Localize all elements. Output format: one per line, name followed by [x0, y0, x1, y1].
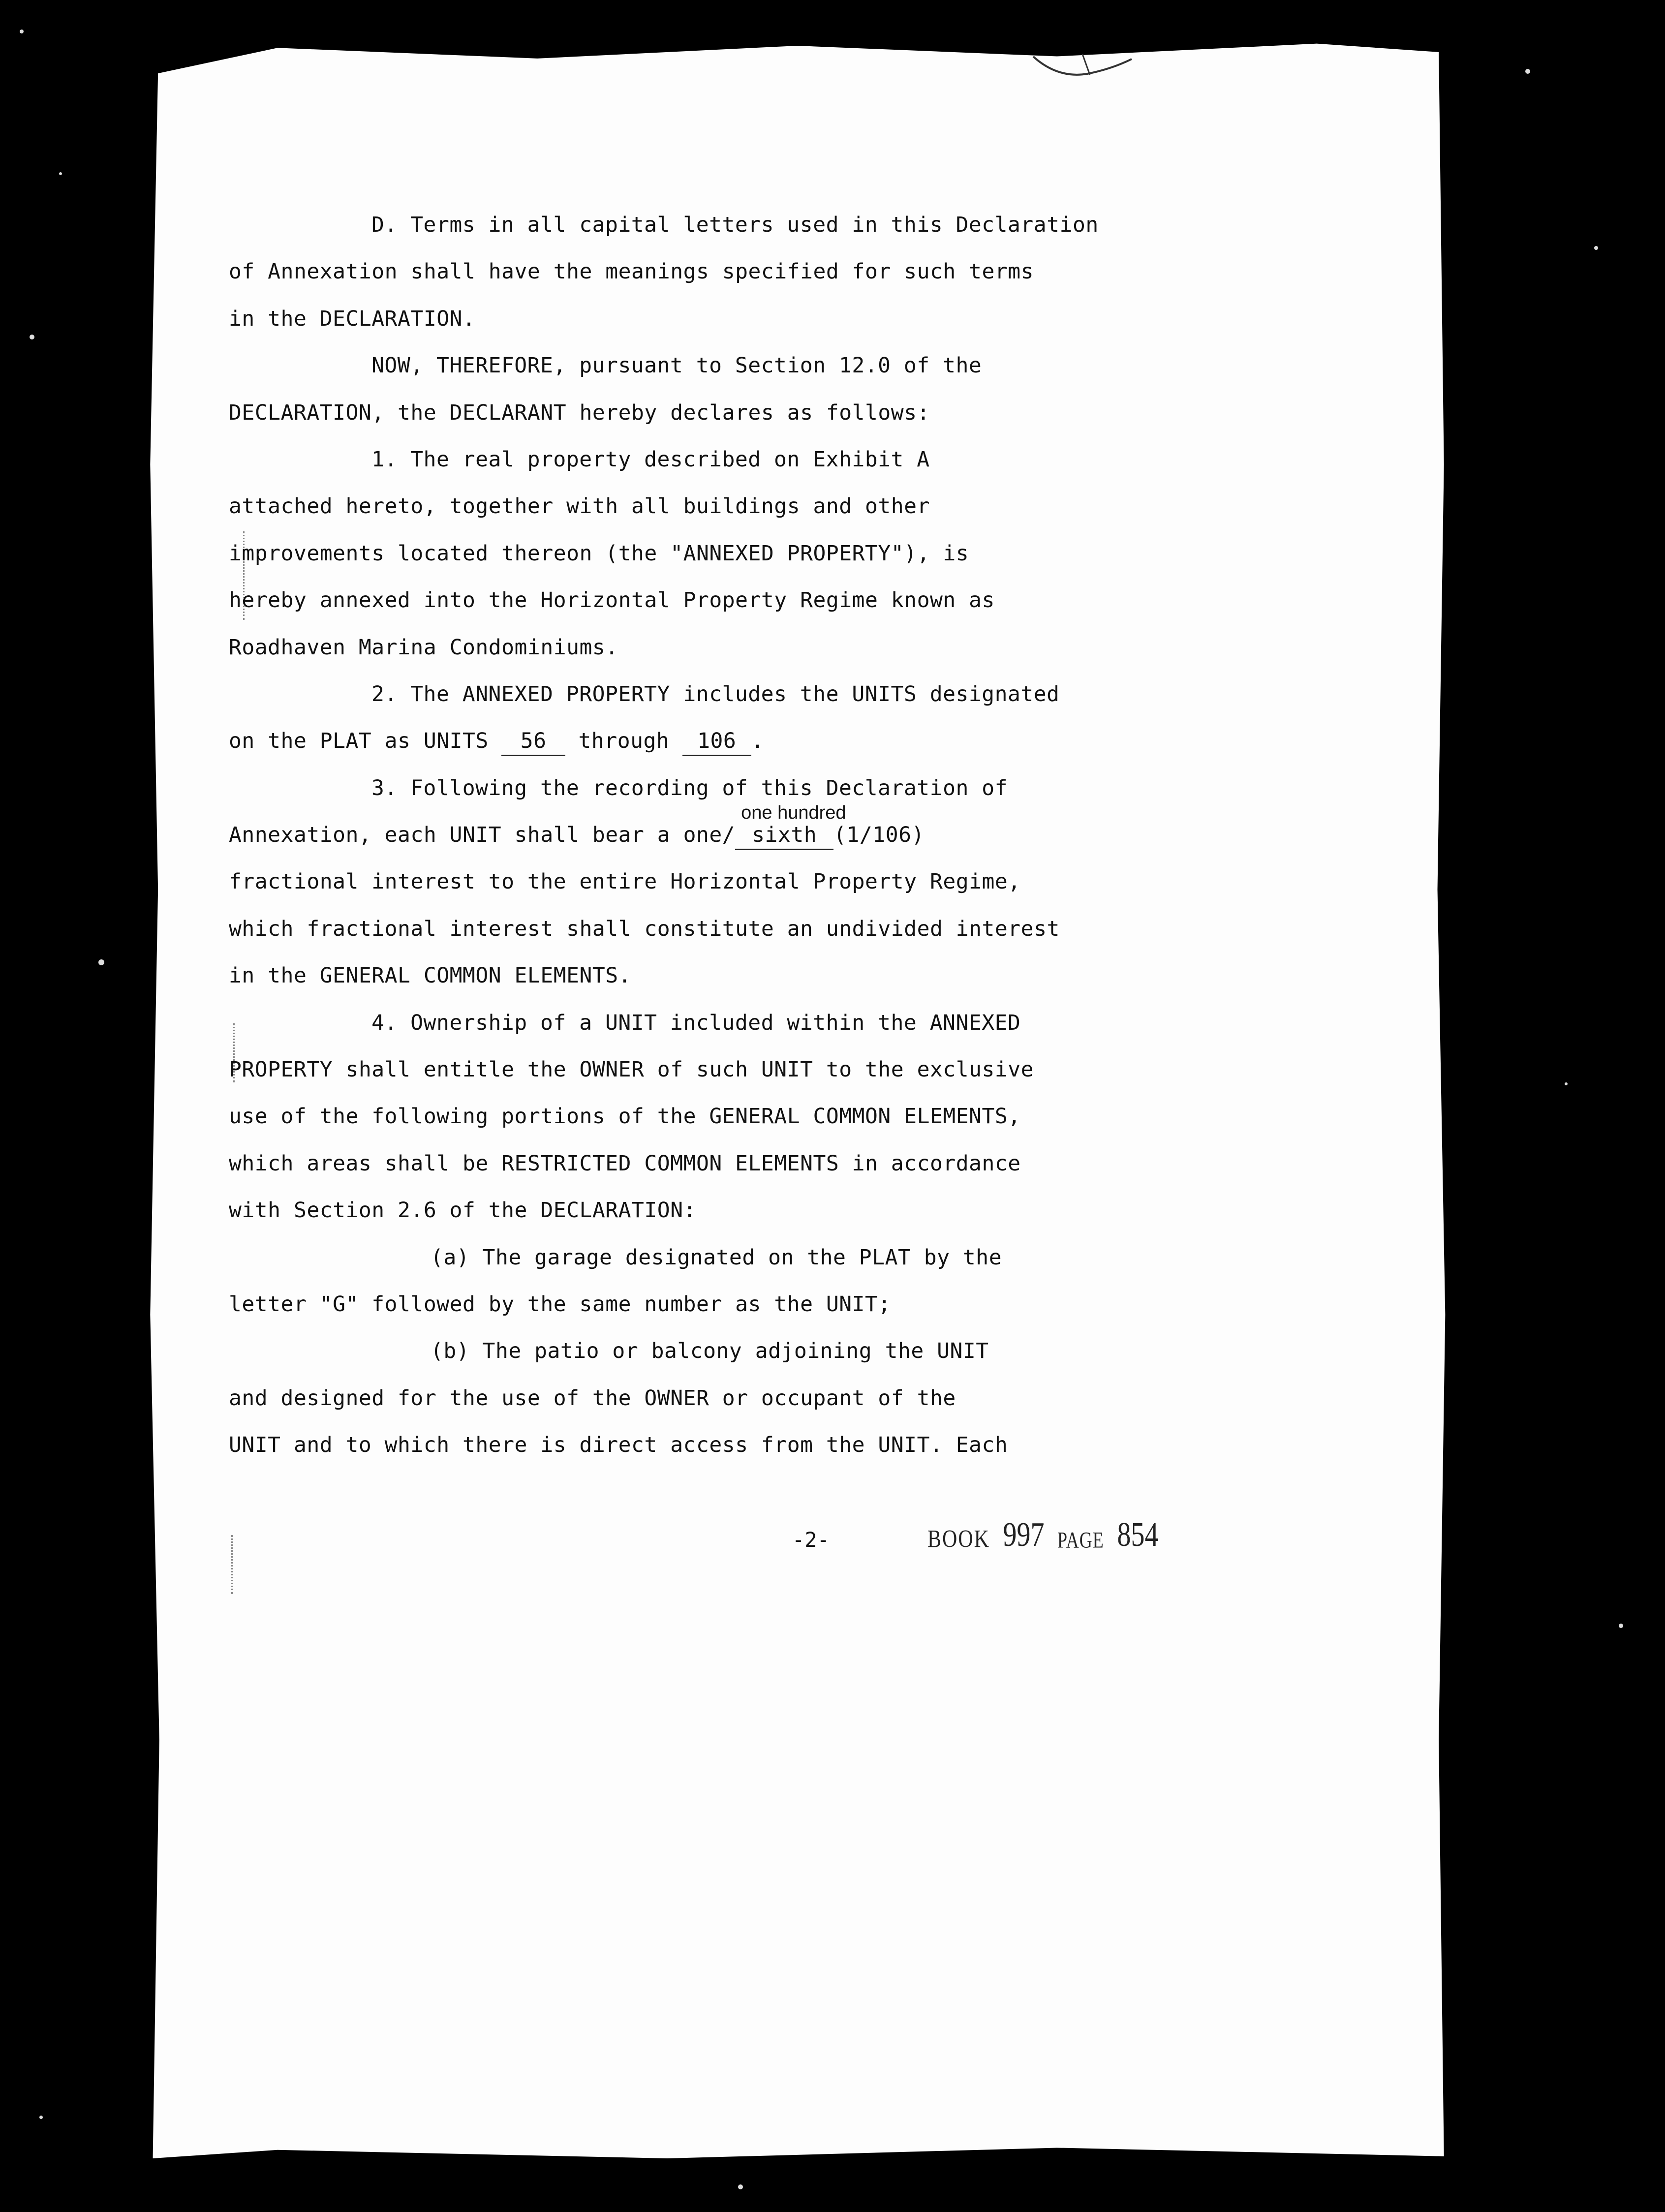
- unit-from-blank: 56: [501, 731, 565, 756]
- fraction-blank-wrap: [735, 802, 846, 859]
- text-line: (a) The garage designated on the PLAT by the: [431, 1245, 1002, 1270]
- text-line: fractional interest to the entire Horizontal Property Regime,: [229, 869, 1021, 894]
- scan-speck: [30, 335, 34, 339]
- text-line: 4. Ownership of a UNIT included within the ANNEXED: [371, 1010, 1021, 1035]
- text-line: hereby annexed into the Horizontal Property Regime known as: [229, 588, 995, 613]
- scan-speck: [1594, 246, 1598, 250]
- item-3-first-line: 3. Following the recording of this Declaration of: [371, 775, 1008, 800]
- text-line: which fractional interest shall constitute an undivided interest: [229, 916, 1060, 941]
- scan-speck: [98, 959, 104, 965]
- page-curl-mark: [1028, 44, 1137, 89]
- text-line: of Annexation shall have the meanings specified for such terms: [229, 259, 1034, 284]
- scan-speck: [39, 2116, 43, 2119]
- text-line: use of the following portions of the GENERAL COMMON ELEMENTS,: [229, 1104, 1021, 1129]
- text-line: (b) The patio or balcony adjoining the UNIT: [431, 1339, 989, 1364]
- margin-mark: [231, 1535, 233, 1594]
- book-label: BOOK: [927, 1526, 990, 1553]
- fraction-line: [229, 802, 1193, 859]
- document-body: [229, 202, 1193, 1469]
- text-line: D. Terms in all capital letters used in this Declaration: [371, 213, 1099, 237]
- text-line: letter "G" followed by the same number as the UNIT;: [229, 1291, 891, 1317]
- book-page-stamp: [927, 1515, 1164, 1555]
- book-number: 997: [1003, 1516, 1045, 1554]
- text-line: DECLARATION, the DECLARANT hereby declares as follows:: [229, 400, 930, 425]
- text-line: in the GENERAL COMMON ELEMENTS.: [229, 963, 632, 988]
- unit-to-blank: 106: [682, 731, 751, 756]
- units-line: [229, 718, 1193, 765]
- units-line-prefix: on the PLAT as UNITS: [229, 729, 502, 754]
- scan-speck: [738, 2184, 743, 2189]
- text-line: improvements located thereon (the "ANNEXED PROPERTY"), is: [229, 541, 969, 566]
- scan-speck: [59, 172, 62, 175]
- scan-speck: [1619, 1624, 1623, 1628]
- text-line: which areas shall be RESTRICTED COMMON ELEMENTS in accordance: [229, 1151, 1021, 1176]
- text-line: with Section 2.6 of the DECLARATION:: [229, 1198, 696, 1223]
- page-number: -2-: [792, 1528, 830, 1552]
- text-line: UNIT and to which there is direct access from the UNIT. Each: [229, 1433, 1008, 1458]
- text-line: and designed for the use of the OWNER or occupant of the: [229, 1385, 956, 1411]
- text-line: Roadhaven Marina Condominiums.: [229, 635, 618, 660]
- text-line: in the DECLARATION.: [229, 306, 476, 331]
- units-line-suffix: .: [751, 729, 765, 754]
- units-line-middle: through: [565, 729, 682, 754]
- text-line: NOW, THEREFORE, pursuant to Section 12.0 of the: [371, 353, 982, 378]
- scan-speck: [1525, 69, 1530, 74]
- fraction-blank: sixth: [735, 825, 833, 850]
- fraction-line-prefix: Annexation, each UNIT shall bear a one/: [229, 823, 736, 848]
- text-line: PROPERTY shall entitle the OWNER of such UNIT to the exclusive: [229, 1057, 1034, 1082]
- page-label: PAGE: [1057, 1527, 1104, 1553]
- text-line: attached hereto, together with all buildings and other: [229, 494, 930, 519]
- scan-speck: [20, 30, 24, 33]
- text-line: 2. The ANNEXED PROPERTY includes the UNITS designated: [371, 681, 1060, 707]
- text-line: 1. The real property described on Exhibit A: [371, 447, 930, 472]
- scan-speck: [1565, 1082, 1568, 1085]
- handwritten-insert: one hundred: [741, 802, 846, 824]
- fraction-line-suffix: (1/106): [833, 823, 925, 848]
- page-value: 854: [1117, 1516, 1159, 1554]
